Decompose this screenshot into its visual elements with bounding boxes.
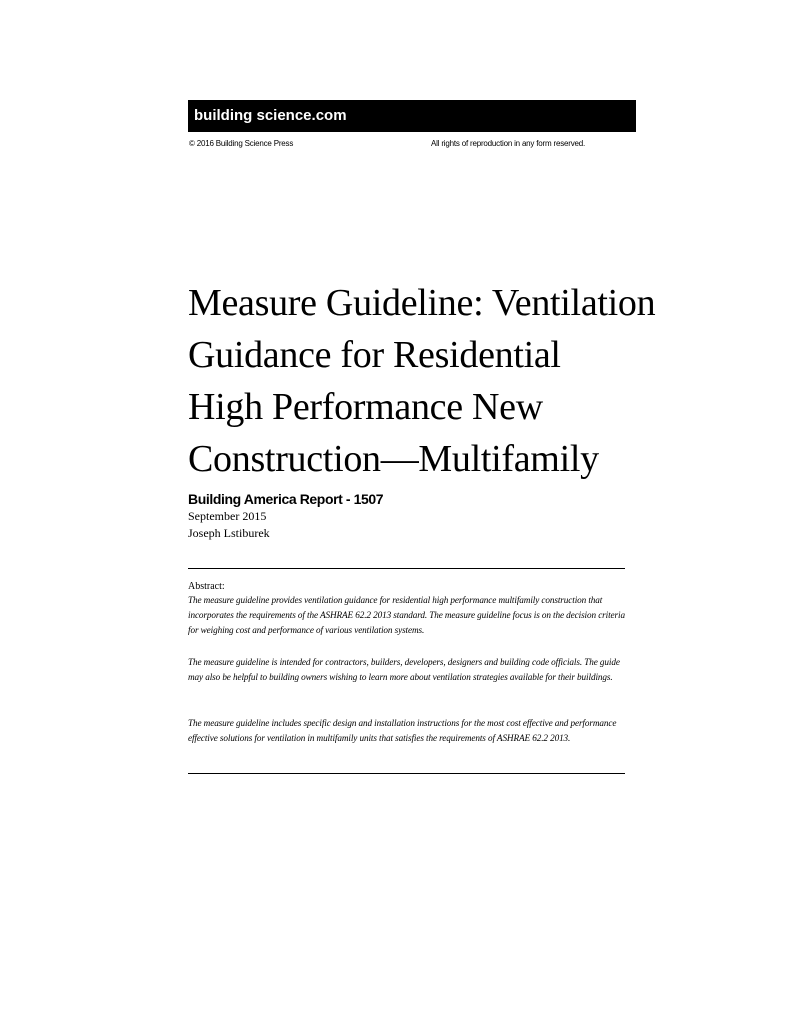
title-line: Measure Guideline: Ventilation [188,282,656,324]
abstract-paragraph: The measure guideline includes specific design and installation instructions for the most cost effective and performance effective solutions for ventilation in multifamily units that satisfies the requirements of ASHRAE 62.2 2013. [188,718,617,743]
copyright-notice: © 2016 Building Science Press [189,139,294,148]
report-number: Building America Report - 1507 [188,491,384,507]
publication-date: September 2015 [188,509,267,523]
brand-name: building science.com [194,107,347,124]
author-name: Joseph Lstiburek [188,526,270,540]
abstract-paragraph: The measure guideline is intended for contractors, builders, developers, designers and building code officials. The guide may also be helpful to building owners wishing to learn more about ventilation strategies available for their buildings. [188,657,620,682]
title-line: Guidance for Residential [188,334,561,376]
title-line: High Performance New [188,386,543,428]
abstract-top-divider [188,568,625,569]
document-title [188,277,748,485]
abstract-label: Abstract: [188,581,225,592]
brand-banner [188,100,636,132]
title-line: Construction—Multifamily [188,438,599,480]
abstract-bottom-divider [188,773,625,774]
rights-notice: All rights of reproduction in any form reserved. [431,139,586,148]
abstract-paragraph: The measure guideline provides ventilation guidance for residential high performance multifamily construction that incorporates the requirements of the ASHRAE 62.2 2013 standard. The measure guideline focus is on the decision criteria for weighing cost and performance of various ventilation systems. [188,595,625,635]
